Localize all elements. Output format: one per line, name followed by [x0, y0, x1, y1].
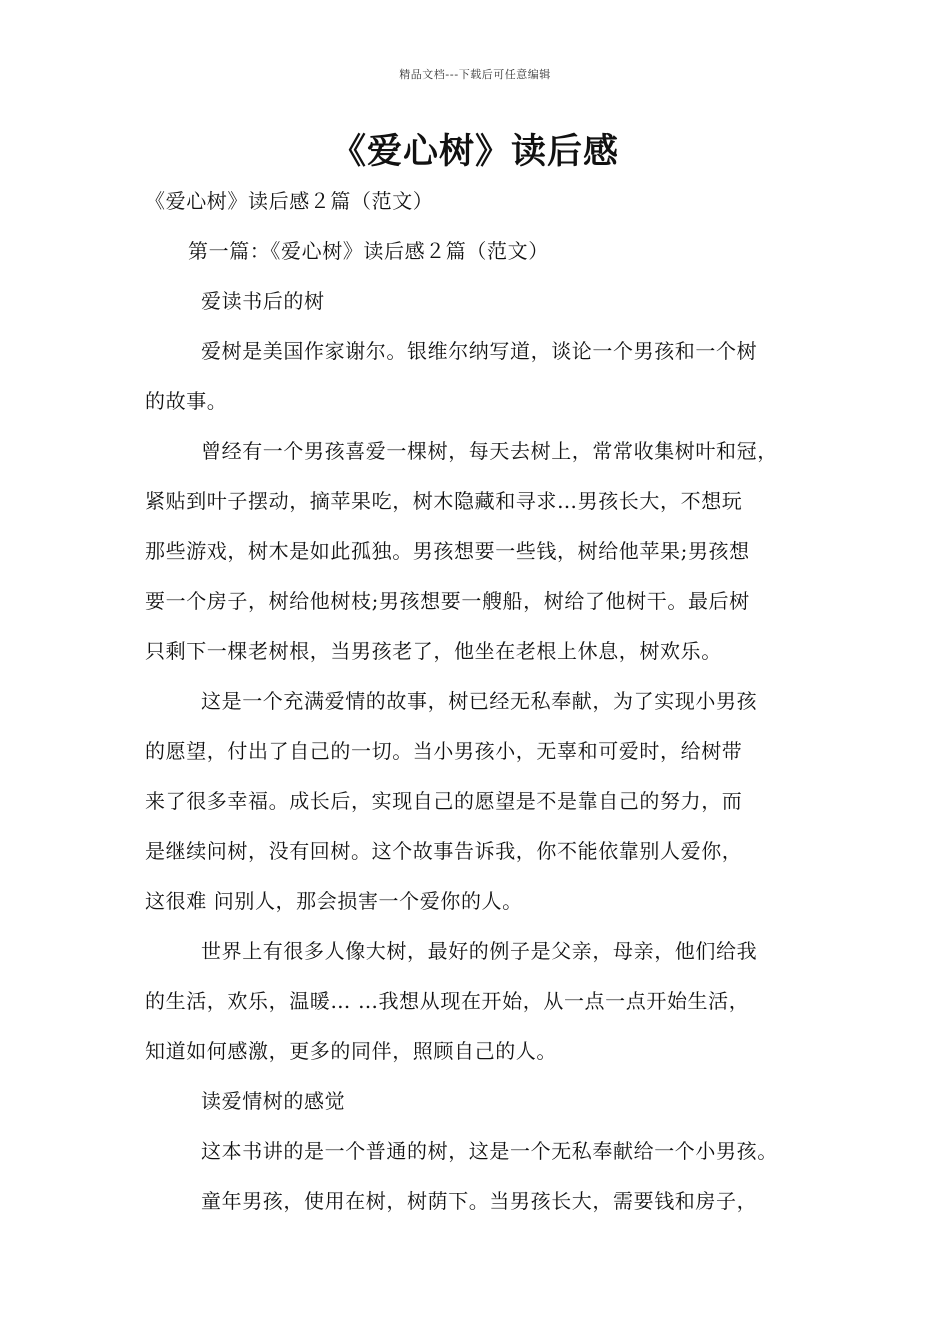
article-heading: 读爱情树的感觉 [201, 1089, 346, 1113]
paragraph-line: 知道如何感激，更多的同伴，照顾自己的人。 [145, 1039, 557, 1063]
document-title: 《爱心树》读后感 [330, 132, 619, 172]
paragraph-line: 只剩下一棵老树根，当男孩老了，他坐在老根上休息，树欢乐。 [145, 639, 722, 663]
paragraph-line: 的愿望，付出了自己的一切。当小男孩小，无辜和可爱时，给树带 [145, 739, 743, 763]
page-header-note: 精品文档---下载后可任意编辑 [399, 68, 551, 81]
paragraph-line: 的生活，欢乐，温暖… …我想从现在开始，从一点一点开始生活， [145, 989, 750, 1013]
paragraph-line: 爱树是美国作家谢尔。银维尔纳写道，谈论一个男孩和一个树 [201, 339, 758, 363]
paragraph-line: 的故事。 [145, 389, 228, 413]
paragraph-line: 要一个房子，树给他树枝;男孩想要一艘船，树给了他树干。最后树 [145, 589, 750, 613]
paragraph-line: 那些游戏，树木是如此孤独。男孩想要一些钱，树给他苹果;男孩想 [145, 539, 750, 563]
paragraph-line: 这本书讲的是一个普通的树，这是一个无私奉献给一个小男孩。 [201, 1139, 778, 1163]
paragraph-line: 曾经有一个男孩喜爱一棵树，每天去树上，常常收集树叶和冠， [201, 439, 778, 463]
paragraph-line: 世界上有很多人像大树，最好的例子是父亲，母亲，他们给我 [201, 939, 758, 963]
paragraph-line: 童年男孩，使用在树，树荫下。当男孩长大，需要钱和房子， [201, 1189, 758, 1213]
paragraph-line: 是继续问树，没有回树。这个故事告诉我，你不能依靠别人爱你， [145, 839, 743, 863]
paragraph-line: 这很难 问别人，那会损害一个爱你的人。 [145, 889, 523, 913]
subtitle-line: 《爱心树》读后感２篇（范文） [145, 189, 434, 213]
section-heading: 第一篇：《爱心树》读后感２篇（范文） [188, 239, 549, 263]
article-heading: 爱读书后的树 [201, 289, 325, 313]
paragraph-line: 来了很多幸福。成长后，实现自己的愿望是不是靠自己的努力，而 [145, 789, 743, 813]
paragraph-line: 紧贴到叶子摆动，摘苹果吃，树木隐藏和寻求…男孩长大，不想玩 [145, 489, 743, 513]
paragraph-line: 这是一个充满爱情的故事，树已经无私奉献，为了实现小男孩 [201, 689, 758, 713]
